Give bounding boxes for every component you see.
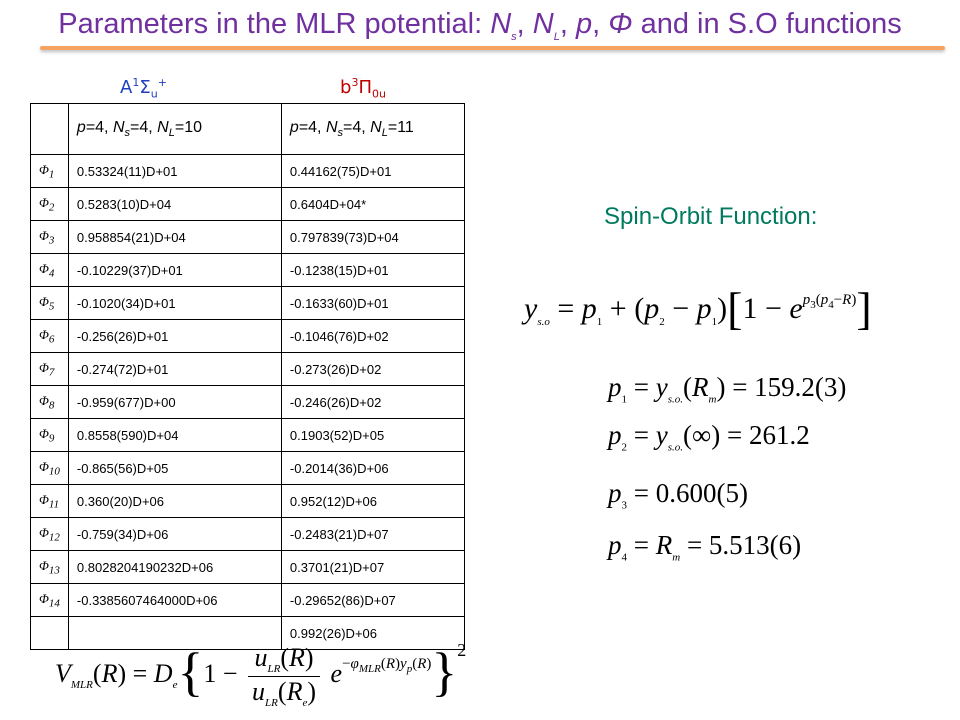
parameter-name-cell: $\Phi_{10}$: [31, 452, 69, 485]
state-a-value-cell: -0.256(26)D+01: [68, 320, 281, 353]
table-body: [31, 155, 465, 650]
table-row: [31, 353, 465, 386]
table-row: [31, 254, 465, 287]
state-a-value-cell: 0.5283(10)D+04: [68, 188, 281, 221]
state-b-value-cell: -0.1238(15)D+01: [281, 254, 464, 287]
parameter-name-cell: $\Phi_8$: [31, 386, 69, 419]
table-row: [31, 419, 465, 452]
state-a-value-cell: 0.958854(21)D+04: [68, 221, 281, 254]
state-a-value-cell: -0.1020(34)D+01: [68, 287, 281, 320]
parameter-name-cell: $\Phi_2$: [31, 188, 69, 221]
table-row: [31, 221, 465, 254]
state-label-b: $b^3\Pi_{0u}$: [340, 76, 386, 101]
parameter-table: [30, 103, 465, 650]
state-label-a: $A^1\Sigma_u^+$: [120, 76, 167, 101]
parameter-name-cell: $\Phi_{13}$: [31, 551, 69, 584]
header-cell-empty: [31, 104, 69, 155]
state-a-value-cell: 0.53324(11)D+01: [68, 155, 281, 188]
table-row: [31, 155, 465, 188]
state-b-value-cell: 0.1903(52)D+05: [281, 419, 464, 452]
state-b-value-cell: -0.1046(76)D+02: [281, 320, 464, 353]
p2-equation: $p_2 = y_{s.o.}(\infty) = 261.2$: [608, 420, 810, 454]
table-header-row: [31, 104, 465, 155]
state-b-value-cell: -0.29652(86)D+07: [281, 584, 464, 617]
spin-orbit-equation: $y_{s.o} = p_1 + (p_2 - p_1)[1 - e^{p_3(p_4-R)}]$: [524, 283, 872, 334]
p1-value: 159.2(3): [754, 372, 847, 402]
parameter-name-cell: $\Phi_{12}$: [31, 518, 69, 551]
table-row: [31, 386, 465, 419]
state-b-value-cell: -0.1633(60)D+01: [281, 287, 464, 320]
state-a-value-cell: 0.8028204190232D+06: [68, 551, 281, 584]
title-underline: [40, 46, 945, 50]
header-cell-state-a: p=4, $N_s=4$, $N_L=10$: [68, 104, 281, 155]
state-b-value-cell: -0.2483(21)D+07: [281, 518, 464, 551]
table-row: [31, 320, 465, 353]
state-a-value-cell: -0.759(34)D+06: [68, 518, 281, 551]
table-row: [31, 452, 465, 485]
state-a-value-cell: -0.959(677)D+00: [68, 386, 281, 419]
parameter-name-cell: $\Phi_7$: [31, 353, 69, 386]
state-b-value-cell: 0.44162(75)D+01: [281, 155, 464, 188]
table-row: [31, 287, 465, 320]
p1-equation: $p_1 = y_{s.o.}(R_m) = 159.2(3)$: [608, 372, 847, 406]
spin-orbit-title: Spin-Orbit Function:: [604, 203, 818, 230]
state-b-value-cell: -0.2014(36)D+06: [281, 452, 464, 485]
p2-value: 261.2: [748, 420, 810, 450]
parameter-name-cell: $\Phi_{11}$: [31, 485, 69, 518]
p3-equation: $p_3 = 0.600(5)$: [608, 478, 748, 512]
state-b-value-cell: 0.797839(73)D+04: [281, 221, 464, 254]
state-a-value-cell: -0.3385607464000D+06: [68, 584, 281, 617]
parameter-name-cell: $\Phi_{14}$: [31, 584, 69, 617]
parameter-name-cell: $\Phi_4$: [31, 254, 69, 287]
state-b-value-cell: 0.3701(21)D+07: [281, 551, 464, 584]
state-b-value-cell: 0.952(12)D+06: [281, 485, 464, 518]
state-a-value-cell: -0.865(56)D+05: [68, 452, 281, 485]
table-row: [31, 485, 465, 518]
header-cell-state-b: p=4, $N_s=4$, $N_L=11$: [281, 104, 464, 155]
state-b-value-cell: 0.6404D+04*: [281, 188, 464, 221]
table-row: [31, 584, 465, 617]
state-b-value-cell: -0.246(26)D+02: [281, 386, 464, 419]
table-row: [31, 551, 465, 584]
state-a-value-cell: -0.10229(37)D+01: [68, 254, 281, 287]
slide-title: Parameters in the MLR potential: $N_s$, $N_L$, p, Φ and in S.O functions: [58, 8, 902, 43]
state-a-value-cell: 0.360(20)D+06: [68, 485, 281, 518]
mlr-potential-equation: $V_{MLR}(R) = D_e\{1$ − $\frac{u_{LR}(R)}{u_{LR}(R_e)}$ $e^{-\varphi_{MLR}(R)y_p(R)}\}^2$: [55, 640, 467, 709]
parameter-name-cell: $\Phi_9$: [31, 419, 69, 452]
state-a-value-cell: -0.274(72)D+01: [68, 353, 281, 386]
p4-equation: $p_4 = R_m = 5.513(6)$: [608, 530, 802, 564]
state-a-value-cell: 0.8558(590)D+04: [68, 419, 281, 452]
table-row: [31, 518, 465, 551]
parameter-name-cell: $\Phi_5$: [31, 287, 69, 320]
state-b-value-cell: -0.273(26)D+02: [281, 353, 464, 386]
parameter-name-cell: $\Phi_6$: [31, 320, 69, 353]
parameter-name-cell: $\Phi_1$: [31, 155, 69, 188]
table-row: [31, 188, 465, 221]
p4-value: 5.513(6): [708, 530, 802, 560]
state-b-value-cell: 0.992(26)D+06: [281, 617, 464, 650]
parameter-name-cell: $\Phi_3$: [31, 221, 69, 254]
p3-value: 0.600(5): [655, 478, 748, 508]
